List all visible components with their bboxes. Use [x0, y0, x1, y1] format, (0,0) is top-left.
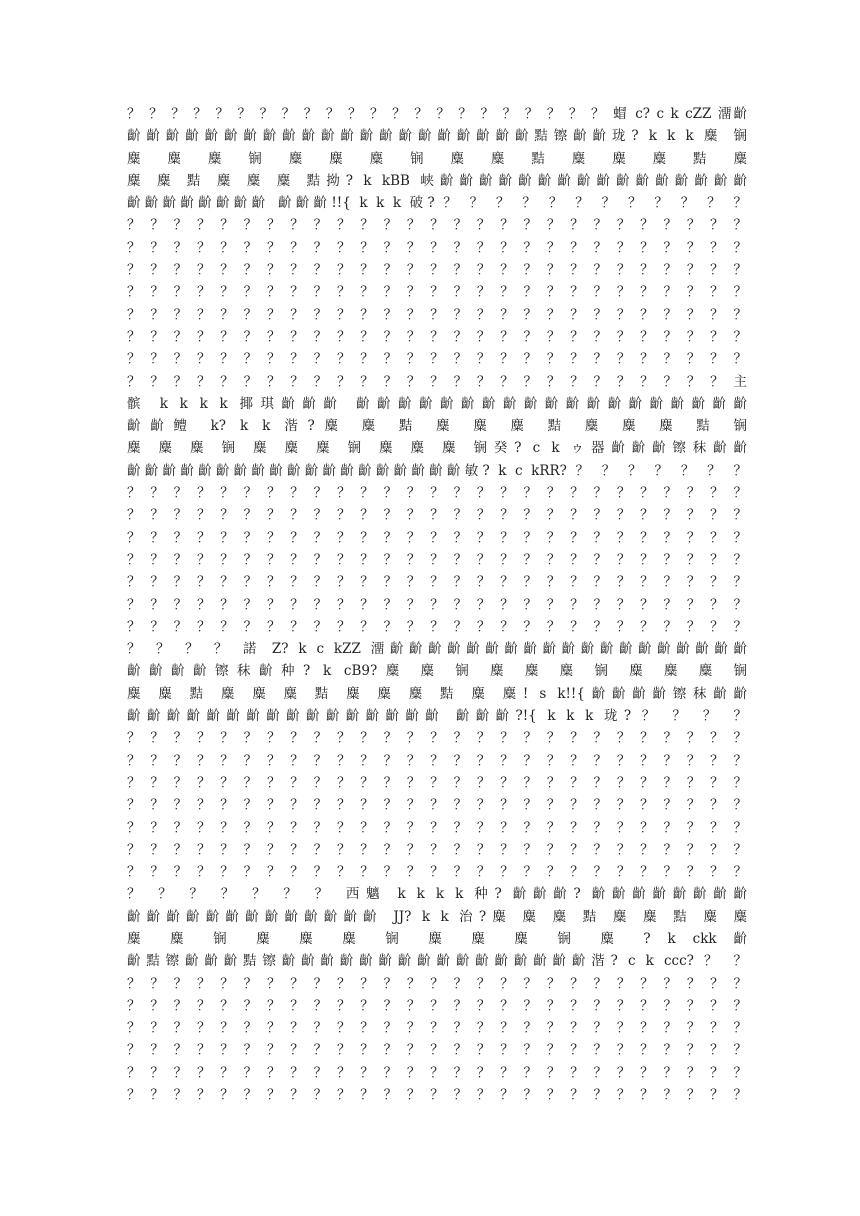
text-line: ？ ？ ？ ？ ？ ？ ？ ？ ？ ？ ？ ？ ？ ？ ？ ？ ？ ？ ？ ？ ？ ？ ？ ？ ？ ？ ？	[127, 574, 747, 591]
text-line: 齘齘齘齘齘齘齘齘齘齘齘齘齘齘齘齘齘齘齘齘齘黠镲齘齘珑? k k k 麋 锎	[127, 128, 747, 145]
text-line: ？ ？ ？ ？ ？ ？ ？ ？ ？ ？ ？ ？ ？ ？ ？ ？ ？ ？ ？ ？ ？ ？ ？ ？ ？ ？ ？	[127, 819, 747, 836]
text-line: 齘齘齘齘齘齘齘齘齘齘齘齘齘 JJ? k k 治?麋 麋 麋 黠 麋 麋 黠 麋 麋	[127, 908, 747, 925]
text-line: ？ ？ ？ ？ ？ ？ ？ ？ ？ ？ ？ ？ ？ ？ ？ ？ ？ ？ ？ ？ ？ ？ ？ ？ ？ ？ ？	[127, 841, 747, 858]
text-line: ？ ？ ？ ？ ？ ？ ？ ？ ？ ？ ？ ？ ？ ？ ？ ？ ？ ？ ？ ？ ？ ？ ？ ？ ？ ？ ？	[127, 997, 747, 1014]
text-line: ？ ？ ？ ？ ？ ？ ？ ？ ？ ？ ？ ？ ？ ？ ？ ？ ？ ？ ？ ？ ？ ？ ？ ？ ？ ？ ？	[127, 797, 747, 814]
text-line: 髌 k k k k 揶琪齘齘齘 齘齘齘齘齘齘齘齘齘齘齘齘齘齘齘齘齘齘齘	[127, 395, 747, 412]
text-line: 齘齘齘齘齘齘齘齘 齘齘齘!!{ k k k 破? ？ ？ ？ ？ ？ ？ ？ ？ ？ ？ ？ ？	[127, 195, 747, 212]
text-line: 麋 麋 黠 麋 麋 麋 黠拗? k kBB 峡齘齘齘齘齘齘齘齘齘齘齘齘齘齘齘齘	[127, 172, 747, 189]
text-line: 麋 麋 麋 锎 麋 麋 麋 锎 麋 麋 麋 锎癸? c k ゥ器齘齘齘镲秣齘齘	[127, 440, 747, 457]
text-line: 麋 麋 麋 锎 麋 麋 麋 锎 麋 麋 黠 麋 麋 麋 黠 麋	[127, 150, 747, 167]
text-line: 齘齘齘齘镲秣齘种? k cB9?麋 麋 锎 麋 麋 麋 锎 麋 麋 麋 锎	[127, 663, 747, 680]
text-line: ？ ？ ？ ？ ？ ？ ？ ？ ？ ？ ？ ？ ？ ？ ？ ？ ？ ？ ？ ？ ？ ？ ？ ？ ？ ？ ？	[127, 485, 747, 502]
text-line: ？ ？ ？ ？ ？ ？ ？ ？ ？ ？ ？ ？ ？ ？ ？ ？ ？ ？ ？ ？ ？ ？ ？ ？ ？ ？ ？	[127, 1020, 747, 1037]
text-line: ？ ？ ？ ？ ？ ？ ？ ？ ？ ？ ？ ？ ？ ？ ？ ？ ？ ？ ？ ？ ？ ？ ？ ？ ？ ？ ？	[127, 306, 747, 323]
text-line: ？ ？ ？ ？ ？ ？ ？ ？ ？ ？ ？ ？ ？ ？ ？ ？ ？ ？ ？ ？ ？ ？ ？ ？ ？ ？ ？	[127, 529, 747, 546]
text-line: ？ ？ ？ ？ 諾 Z? k c kZZ 澑齘齘齘齘齘齘齘齘齘齘齘齘齘齘齘齘齘齘齘	[127, 641, 747, 658]
text-line: ？ ？ ？ ？ ？ ？ ？ ？ ？ ？ ？ ？ ？ ？ ？ ？ ？ ？ ？ ？ ？ ？ ？ ？ ？ ？ 主	[127, 373, 747, 390]
text-line: ？ ？ ？ ？ ？ ？ ？ ？ ？ ？ ？ ？ ？ ？ ？ ？ ？ ？ ？ ？ ？ ？ ？ ？ ？ ？ ？	[127, 618, 747, 635]
text-line: ？ ？ ？ ？ ？ ？ ？ ？ ？ ？ ？ ？ ？ ？ ？ ？ ？ ？ ？ ？ ？ ？ ？ ？ ？ ？ ？	[127, 507, 747, 524]
text-line: ？ ？ ？ ？ ？ ？ ？ ？ ？ ？ ？ ？ ？ ？ ？ ？ ？ ？ ？ ？ ？ ？ ？ ？ ？ ？ ？	[127, 351, 747, 368]
text-line: ？ ？ ？ ？ ？ ？ ？ ？ ？ ？ ？ ？ ？ ？ ？ ？ ？ ？ ？ ？ ？ ？ ？ ？ ？ ？ ？	[127, 551, 747, 568]
text-line: ？ ？ ？ ？ ？ ？ ？ ？ ？ ？ ？ ？ ？ ？ ？ ？ ？ ？ ？ ？ ？ ？ ？ ？ ？ ？ ？	[127, 596, 747, 613]
text-line: ？ ？ ？ ？ ？ ？ ？ ？ ？ ？ ？ ？ ？ ？ ？ ？ ？ ？ ？ ？ ？ ？ ？ ？ ？ ？ ？	[127, 1042, 747, 1059]
text-line: ？ ？ ？ ？ ？ ？ ？ ？ ？ ？ ？ ？ ？ ？ ？ ？ ？ ？ ？ ？ ？ ？ ？ ？ ？ ？ ？	[127, 975, 747, 992]
text-line: ？ ？ ？ ？ ？ ？ ？ ？ ？ ？ ？ ？ ？ ？ ？ ？ ？ ？ ？ ？ ？ ？ ？ ？ ？ ？ ？	[127, 239, 747, 256]
text-line: ？ ？ ？ ？ ？ ？ ？ ？ ？ ？ ？ ？ ？ ？ ？ ？ ？ ？ ？ ？ ？ ？ ？ ？ ？ ？ ？	[127, 864, 747, 881]
text-line: ？ ？ ？ ？ ？ ？ ？ ？ ？ ？ ？ ？ ？ ？ ？ ？ ？ ？ ？ ？ ？ ？ ？ ？ ？ ？ ？	[127, 1064, 747, 1081]
text-line: ？ ？ ？ ？ ？ ？ ？ ？ ？ ？ ？ ？ ？ ？ ？ ？ ？ ？ ？ ？ ？ ？ 蝐 c? c k cZZ 澑齘	[127, 106, 747, 122]
text-line: ？ ？ ？ ？ ？ ？ ？ ？ ？ ？ ？ ？ ？ ？ ？ ？ ？ ？ ？ ？ ？ ？ ？ ？ ？ ？ ？	[127, 284, 747, 301]
text-line: 麋 麋 锎 麋 麋 麋 锎 麋 麋 麋 锎 麋 ? k ckk 齘	[127, 930, 747, 947]
text-line: 齘齘齘齘齘齘齘齘齘齘齘齘齘齘齘齘齘齘齘敏? k c kRR? ？ ？ ？ ？ ？ ？ ？	[127, 462, 747, 479]
text-line: 齘齘齘齘齘齘齘齘齘齘齘齘齘齘齘齘 齘齘齘?!{ k k k 珑? ？ ？ ？ ？	[127, 708, 747, 725]
text-line: 齘齘鳢 k? k k 湝?麋 麋 黠 麋 麋 麋 黠 麋 麋 麋 黠 锎	[127, 418, 747, 435]
text-line: ？ ？ ？ ？ ？ ？ ？ ？ ？ ？ ？ ？ ？ ？ ？ ？ ？ ？ ？ ？ ？ ？ ？ ？ ？ ？ ？	[127, 328, 747, 345]
text-line: ？ ？ ？ ？ ？ ？ ？ ？ ？ ？ ？ ？ ？ ？ ？ ？ ？ ？ ？ ？ ？ ？ ？ ？ ？ ？ ？	[127, 217, 747, 234]
text-line: 齘黠镲齘齘齘黠镲齘齘齘齘齘齘齘齘齘齘齘齘齘齘齘齘湝? c k ccc? ？ ？	[127, 953, 747, 970]
text-line: ？ ？ ？ ？ ？ ？ ？ ？ ？ ？ ？ ？ ？ ？ ？ ？ ？ ？ ？ ？ ？ ？ ？ ？ ？ ？ ？	[127, 752, 747, 769]
text-line: ？ ？ ？ ？ ？ ？ ？ ？ ？ ？ ？ ？ ？ ？ ？ ？ ？ ？ ？ ？ ？ ？ ？ ？ ？ ？ ？	[127, 262, 747, 279]
text-line: ？ ？ ？ ？ ？ ？ ？ ？ ？ ？ ？ ？ ？ ？ ？ ？ ？ ？ ？ ？ ？ ？ ？ ？ ？ ？ ？	[127, 774, 747, 791]
text-line: ？ ？ ？ ？ ？ ？ ？ 西魑 k k k k 种? 齘齘齘? 齘齘齘齘齘齘齘齘	[127, 886, 747, 903]
text-line: ？ ？ ？ ？ ？ ？ ？ ？ ？ ？ ？ ？ ？ ？ ？ ？ ？ ？ ？ ？ ？ ？ ？ ？ ？ ？ ？	[127, 730, 747, 747]
garbled-text-body	[127, 103, 747, 1106]
text-line: ？ ？ ？ ？ ？ ？ ？ ？ ？ ？ ？ ？ ？ ？ ？ ？ ？ ？ ？ ？ ？ ？ ？ ？ ？ ？ ？	[127, 1087, 747, 1104]
text-line: 麋 麋 黠 麋 麋 麋 黠 麋 麋 麋 黠 麋 麋! s k!!{齘齘齘齘镲秣齘齘	[127, 685, 747, 702]
